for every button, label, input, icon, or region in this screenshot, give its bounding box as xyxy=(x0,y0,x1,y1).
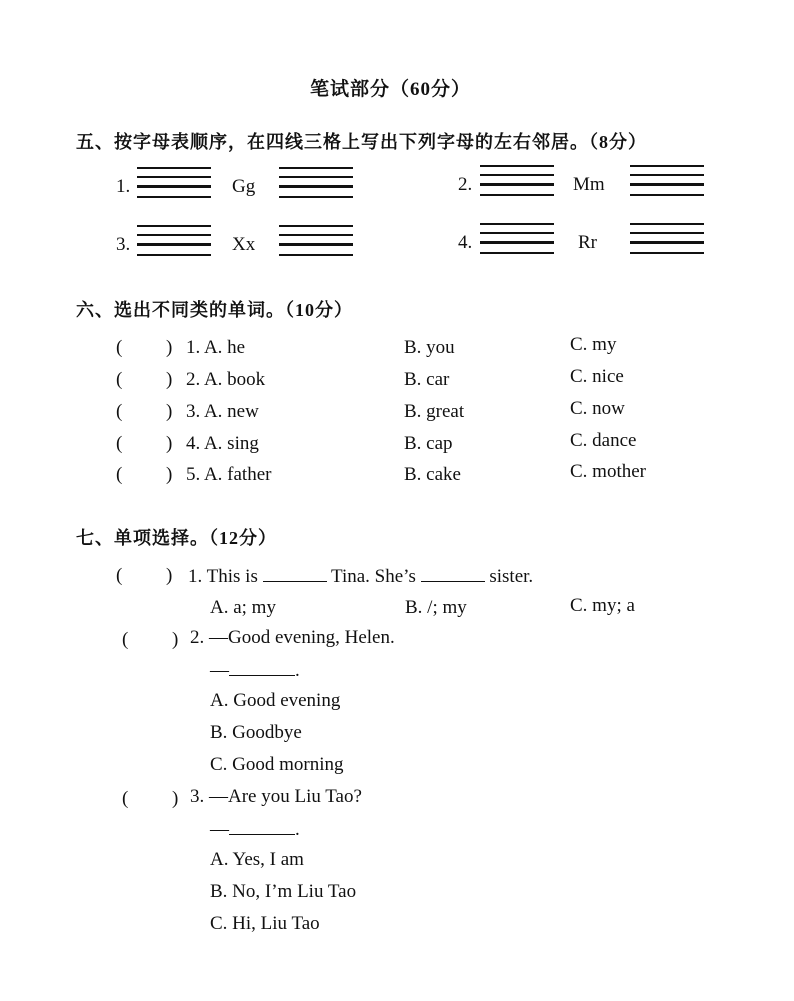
four-line-grid-right[interactable] xyxy=(279,167,353,205)
option-b: B. cap xyxy=(404,433,453,454)
answer-paren-open: ( xyxy=(116,565,123,586)
item-number: 1. xyxy=(116,176,131,197)
answer-blank[interactable] xyxy=(128,568,164,588)
answer-blank[interactable] xyxy=(128,340,164,360)
option-a: 4. A. sing xyxy=(186,433,259,454)
option-c: C. dance xyxy=(570,430,637,451)
question-stem: 2. —Good evening, Helen. xyxy=(190,627,395,648)
dash: — xyxy=(210,819,229,840)
option-a: A. Good evening xyxy=(210,690,341,711)
answer-blank[interactable] xyxy=(128,436,164,456)
answer-paren-open: ( xyxy=(116,464,123,485)
letter: Xx xyxy=(232,234,256,255)
option-b: B. car xyxy=(404,369,450,390)
answer-paren-close: ) xyxy=(166,464,173,485)
letter: Rr xyxy=(578,232,597,253)
answer-blank[interactable] xyxy=(128,467,164,487)
option-c: C. now xyxy=(570,398,625,419)
option-c: C. nice xyxy=(570,366,624,387)
letter: Mm xyxy=(573,174,605,195)
four-line-grid-left[interactable] xyxy=(480,165,554,203)
answer-blank[interactable] xyxy=(134,791,170,811)
question-stem: 3. —Are you Liu Tao? xyxy=(190,786,362,807)
four-line-grid-left[interactable] xyxy=(137,225,211,263)
stem-part-1: 1. This is xyxy=(188,566,258,587)
answer-paren-open: ( xyxy=(122,788,129,809)
answer-paren-close: ) xyxy=(166,369,173,390)
item-number: 2. xyxy=(458,174,473,195)
item-number: 3. xyxy=(116,234,131,255)
period: . xyxy=(295,660,300,681)
answer-paren-open: ( xyxy=(122,629,129,650)
answer-paren-open: ( xyxy=(116,337,123,358)
answer-paren-open: ( xyxy=(116,401,123,422)
option-a: A. Yes, I am xyxy=(210,849,304,870)
option-c: C. my xyxy=(570,334,617,355)
stem-part-2: Tina. She’s xyxy=(331,566,416,587)
section-6-heading: 六、选出不同类的单词。（10分） xyxy=(76,300,353,320)
answer-paren-close: ) xyxy=(166,401,173,422)
answer-paren-open: ( xyxy=(116,369,123,390)
option-c: C. Hi, Liu Tao xyxy=(210,913,320,934)
four-line-grid-left[interactable] xyxy=(480,223,554,261)
fill-blank[interactable] xyxy=(229,818,295,835)
answer-blank[interactable] xyxy=(134,632,170,652)
answer-paren-open: ( xyxy=(116,433,123,454)
answer-paren-close: ) xyxy=(172,629,179,650)
section-5-heading: 五、按字母表顺序，在四线三格上写出下列字母的左右邻居。（8分） xyxy=(76,132,647,152)
section-7-heading: 七、单项选择。（12分） xyxy=(76,528,277,548)
answer-paren-close: ) xyxy=(172,788,179,809)
option-c: C. mother xyxy=(570,461,646,482)
option-b: B. you xyxy=(404,337,455,358)
fill-blank[interactable] xyxy=(229,659,295,676)
answer-line xyxy=(210,818,300,841)
option-b: B. cake xyxy=(404,464,461,485)
answer-blank[interactable] xyxy=(128,404,164,424)
answer-blank[interactable] xyxy=(128,372,164,392)
option-a: A. a; my xyxy=(210,597,276,618)
question-stem xyxy=(188,565,533,588)
four-line-grid-left[interactable] xyxy=(137,167,211,205)
four-line-grid-right[interactable] xyxy=(630,223,704,261)
option-c: C. my; a xyxy=(570,595,635,616)
answer-line xyxy=(210,659,300,682)
fill-blank-2[interactable] xyxy=(421,565,485,582)
four-line-grid-right[interactable] xyxy=(630,165,704,203)
option-b: B. Goodbye xyxy=(210,722,302,743)
option-a: 5. A. father xyxy=(186,464,272,485)
four-line-grid-right[interactable] xyxy=(279,225,353,263)
letter: Gg xyxy=(232,176,256,197)
option-a: 2. A. book xyxy=(186,369,266,390)
option-b: B. great xyxy=(404,401,465,422)
fill-blank-1[interactable] xyxy=(263,565,327,582)
dash: — xyxy=(210,660,229,681)
option-b: B. /; my xyxy=(405,597,467,618)
answer-paren-close: ) xyxy=(166,337,173,358)
option-b: B. No, I’m Liu Tao xyxy=(210,881,357,902)
stem-part-3: sister. xyxy=(489,566,534,587)
option-a: 1. A. he xyxy=(186,337,246,358)
period: . xyxy=(295,819,300,840)
option-a: 3. A. new xyxy=(186,401,259,422)
answer-paren-close: ) xyxy=(166,565,173,586)
page-title: 笔试部分（60分） xyxy=(310,79,472,100)
option-c: C. Good morning xyxy=(210,754,344,775)
item-number: 4. xyxy=(458,232,473,253)
answer-paren-close: ) xyxy=(166,433,173,454)
